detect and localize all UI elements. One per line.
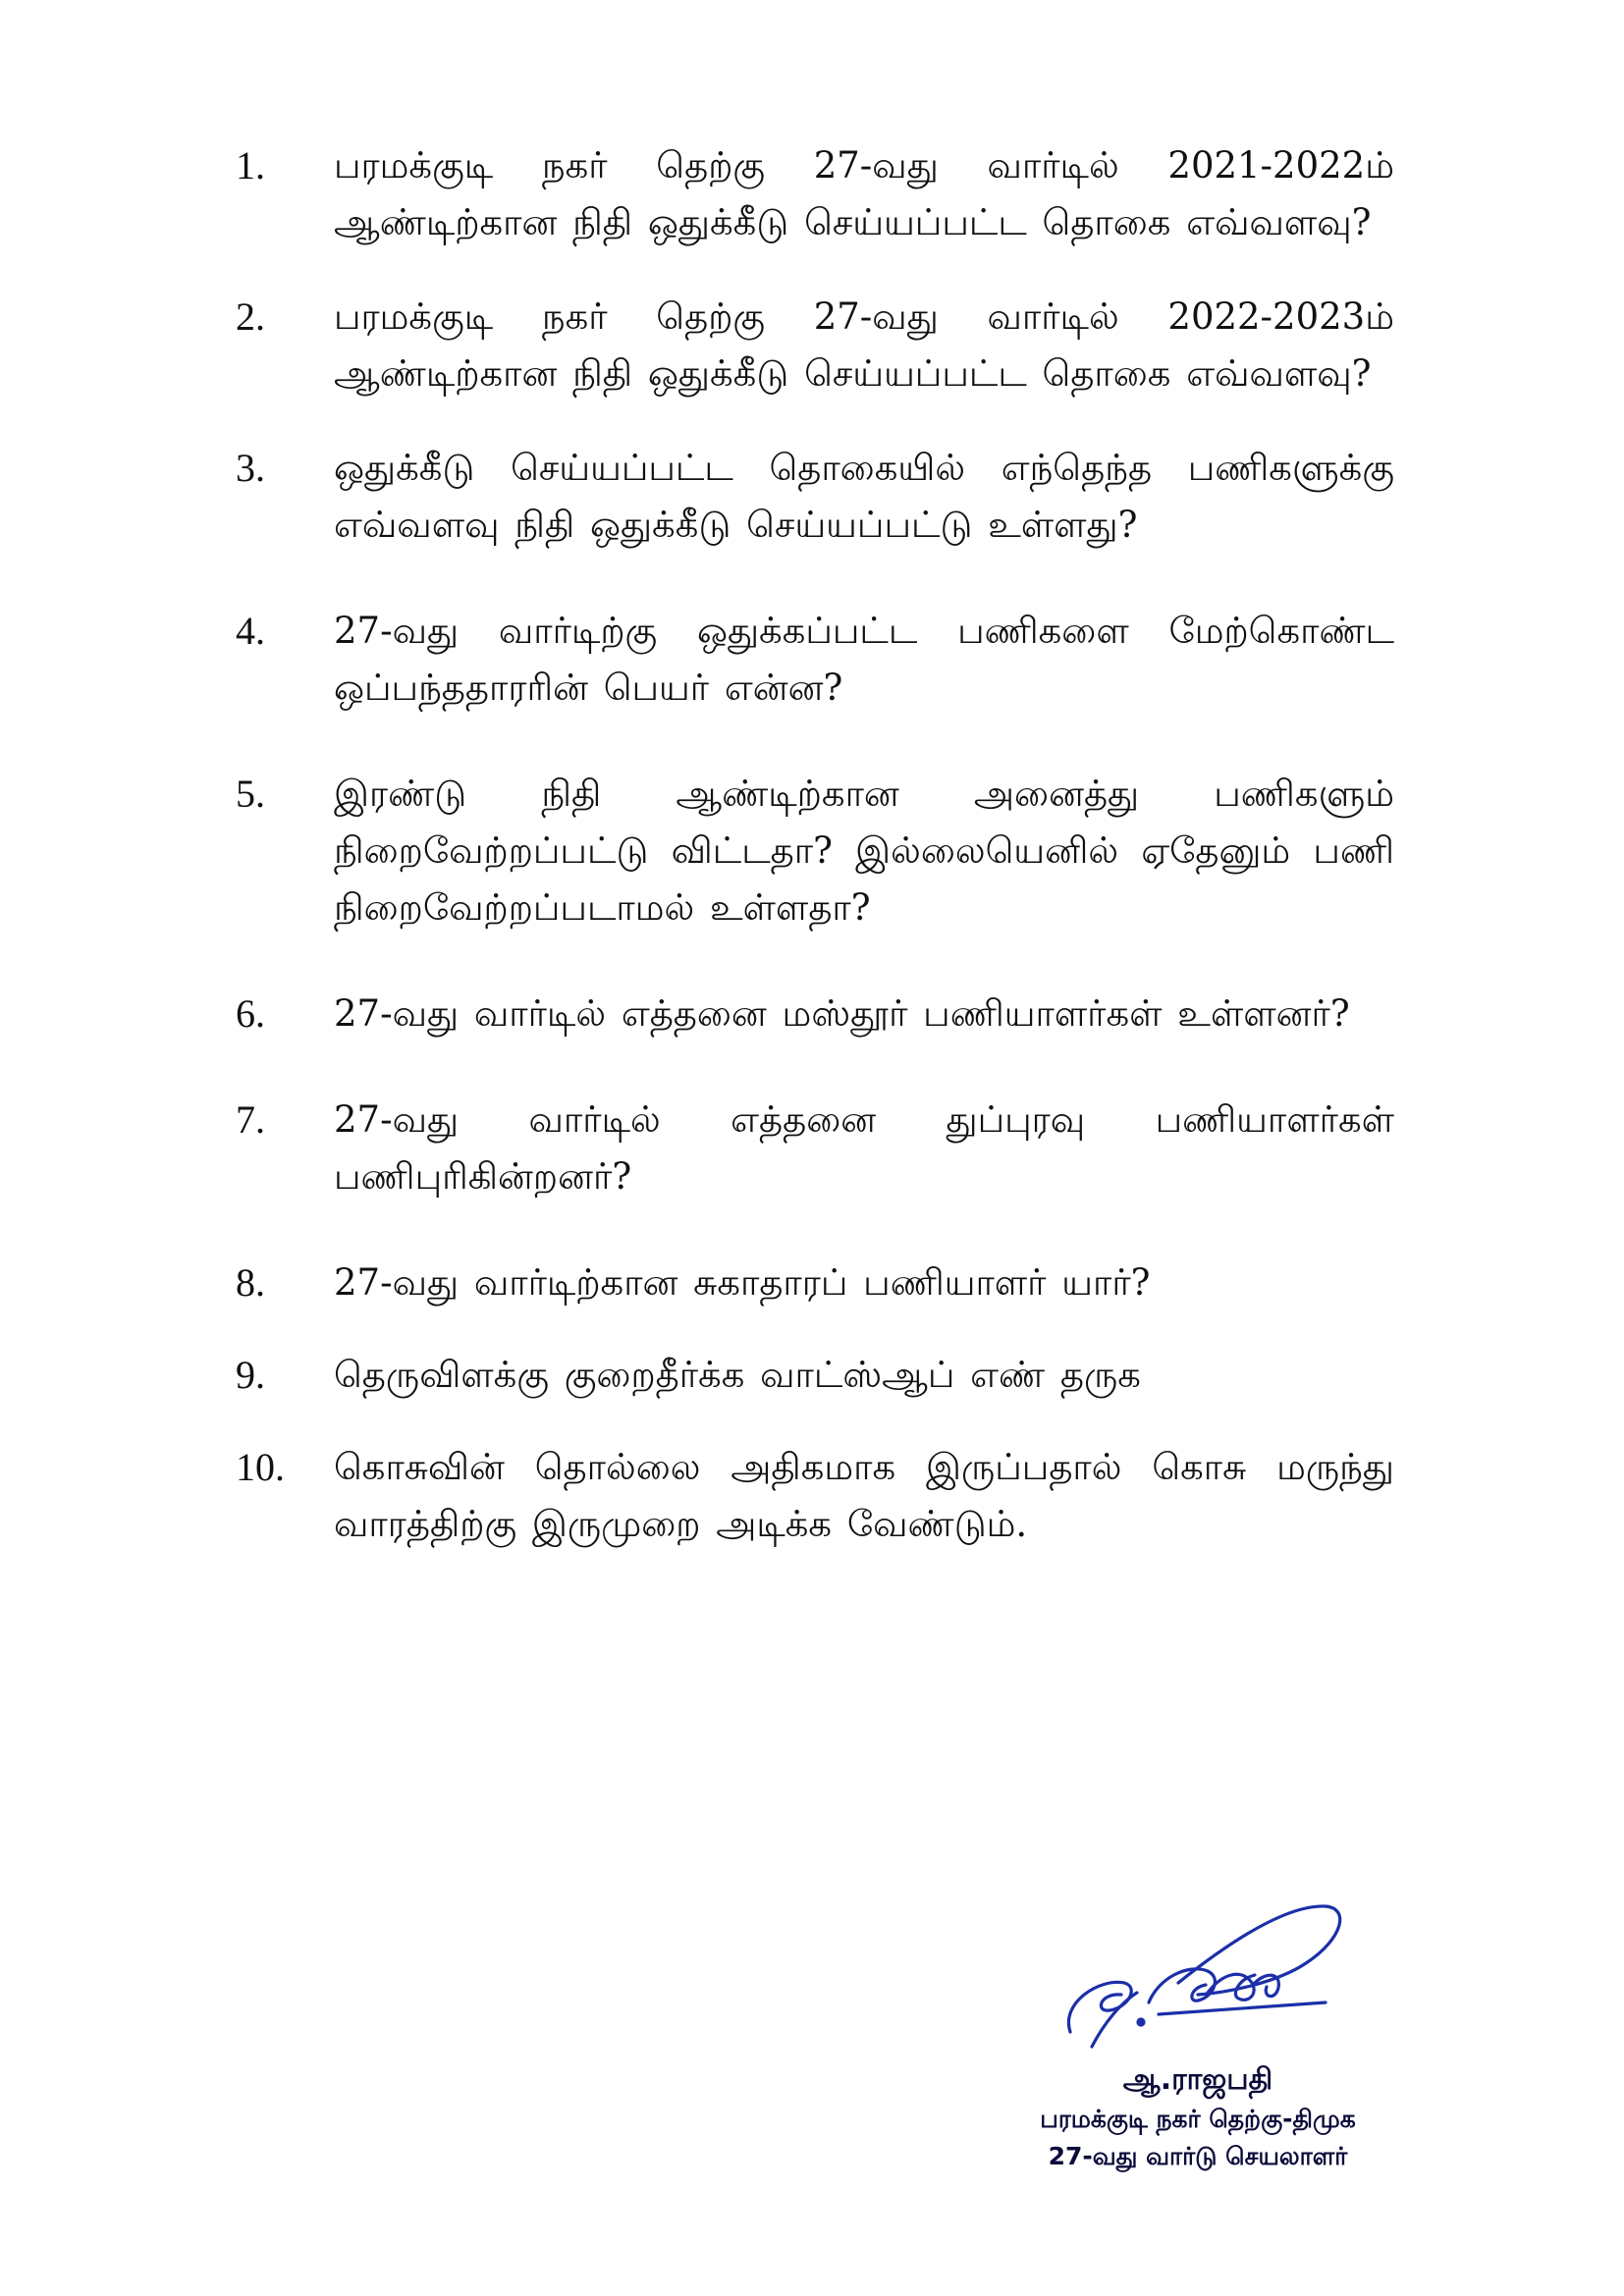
question-item [236, 766, 1394, 936]
question-number: 8. [236, 1260, 265, 1305]
question-number: 4. [236, 609, 265, 653]
signature-block [992, 1885, 1404, 2169]
question-text: ஒதுக்கீடு செய்யப்பட்ட தொகையில் எந்தெந்த பணிகளுக்கு எவ்வளவு நிதி ஒதுக்கீடு செய்யப்பட்டு உள்ளது? [334, 447, 1394, 546]
signatory-name: ஆ.ராஜபதி [1122, 2062, 1273, 2097]
question-text: 27-வது வார்டிற்கான சுகாதாரப் பணியாளர் யார்? [334, 1261, 1151, 1304]
question-text: 27-வது வார்டிற்கு ஒதுக்கப்பட்ட பணிகளை மேற்கொண்ட ஒப்பந்ததாரரின் பெயர் என்ன? [334, 610, 1394, 709]
question-text: கொசுவின் தொல்லை அதிகமாக இருப்பதால் கொசு மருந்து வாரத்திற்கு இருமுறை அடிக்க வேண்டும். [334, 1446, 1394, 1545]
question-number: 1. [236, 143, 265, 187]
question-number: 3. [236, 446, 265, 490]
signatory-role: பரமக்குடி நகர் தெற்கு-திமுக [1040, 2105, 1356, 2133]
signatory-position: 27-வது வார்டு செயலாளர் [1048, 2142, 1348, 2170]
question-item [236, 603, 1394, 717]
question-number: 10. [236, 1445, 285, 1489]
question-item [236, 289, 1394, 402]
question-item [236, 986, 1394, 1042]
question-item [236, 1439, 1394, 1553]
question-number: 2. [236, 294, 265, 339]
question-item [236, 1255, 1394, 1311]
signatory-details [992, 2059, 1404, 2175]
question-text: பரமக்குடி நகர் தெற்கு 27-வது வார்டில் 2021-2022ம் ஆண்டிற்கான நிதி ஒதுக்கீடு செய்யப்பட்ட தொகை எவ்வளவு? [334, 144, 1394, 243]
question-text: 27-வது வார்டில் எத்தனை துப்புரவு பணியாளர்கள் பணிபுரிகின்றனர்? [334, 1098, 1394, 1198]
question-item [236, 1092, 1394, 1205]
question-list [236, 137, 1394, 1553]
question-number: 9. [236, 1353, 265, 1397]
question-item [236, 1347, 1394, 1404]
question-text: பரமக்குடி நகர் தெற்கு 27-வது வார்டில் 2022-2023ம் ஆண்டிற்கான நிதி ஒதுக்கீடு செய்யப்பட்ட தொகை எவ்வளவு? [334, 295, 1394, 395]
handwritten-signature [1031, 1885, 1355, 2061]
question-text: 27-வது வார்டில் எத்தனை மஸ்தூர் பணியாளர்கள் உள்ளனர்? [334, 992, 1350, 1035]
question-item [236, 137, 1394, 251]
question-text: இரண்டு நிதி ஆண்டிற்கான அனைத்து பணிகளும் நிறைவேற்றப்பட்டு விட்டதா? இல்லையெனில் ஏதேனும் பணி நிறைவேற்றப்படாமல் உள்ளதா? [334, 773, 1394, 929]
question-item [236, 440, 1394, 554]
question-number: 5. [236, 772, 265, 816]
question-number: 7. [236, 1097, 265, 1142]
question-number: 6. [236, 991, 265, 1036]
question-text: தெருவிளக்கு குறைதீர்க்க வாட்ஸ்ஆப் எண் தருக [334, 1354, 1141, 1396]
